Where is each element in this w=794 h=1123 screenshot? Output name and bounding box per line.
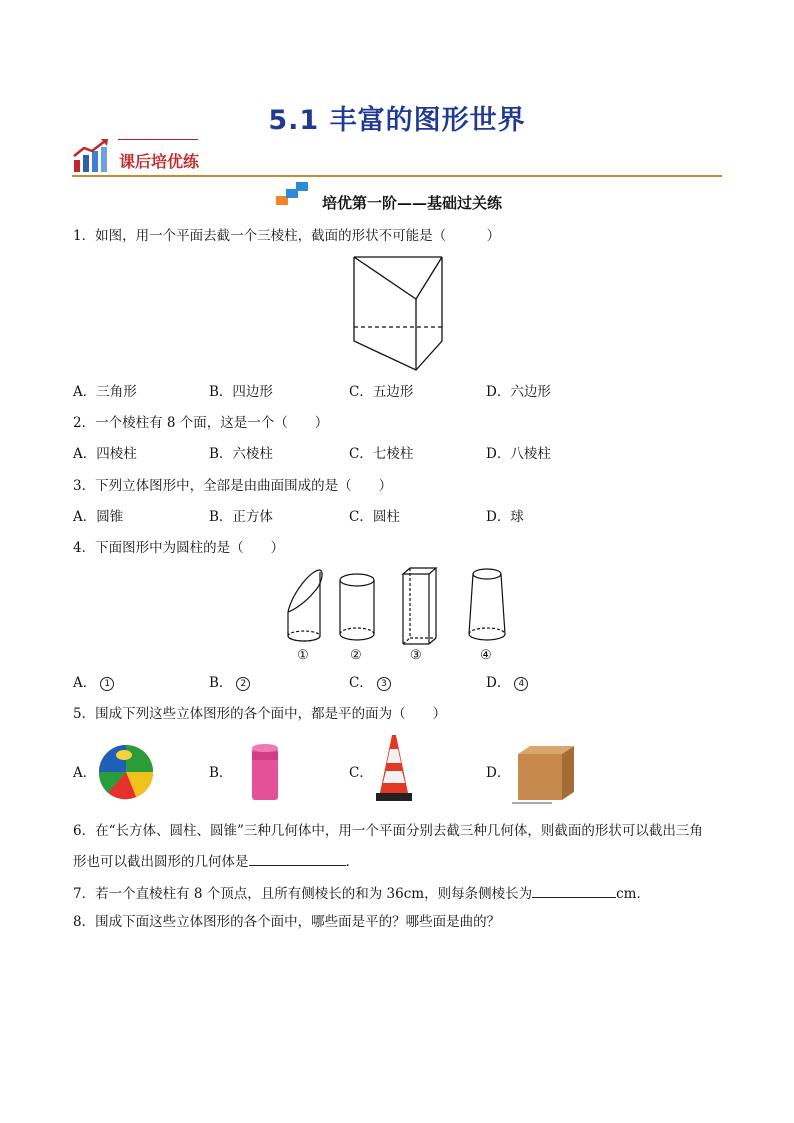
q4-option-b[interactable]: [209, 674, 250, 692]
q3-option-b[interactable]: B．正方体: [209, 509, 273, 525]
stage-heading: [0, 190, 794, 211]
q4-option-c[interactable]: [349, 674, 391, 692]
q1-option-a[interactable]: A．三角形: [73, 384, 137, 400]
q2-option-c[interactable]: C．七棱柱: [349, 446, 414, 462]
question-2: 2．一个棱柱有 8 个面，这是一个（ ）: [73, 415, 329, 431]
pink-cylinder-image: [246, 742, 284, 804]
cardboard-box-image: [508, 744, 576, 806]
question-7: [73, 883, 650, 903]
question-6-text: 形也可以截出圆形的几何体是: [73, 854, 249, 870]
question-4: 4．下面图形中为圆柱的是（ ）: [73, 540, 285, 556]
question-1: 1．如图，用一个平面去截一个三棱柱，截面的形状不可能是（ ）: [73, 228, 501, 244]
q4-option-b-letter: B．: [209, 675, 233, 691]
question-3: 3．下列立体图形中，全部是由曲面围成的是（ ）: [73, 478, 393, 494]
section-header: [72, 136, 722, 178]
q4-option-a-letter: A．: [73, 675, 97, 691]
q1-option-c[interactable]: C．五边形: [349, 384, 414, 400]
question-8: 8．围成下面这些立体图形的各个面中，哪些面是平的？哪些面是曲的？: [73, 914, 501, 930]
section-accent-line: [118, 139, 198, 140]
section-label: 课后培优练: [119, 152, 200, 171]
q4-option-d-letter: D．: [486, 675, 511, 691]
q6-answer-blank[interactable]: [249, 851, 346, 866]
question-6-line-2: [73, 851, 359, 871]
question-6-end: ．: [345, 854, 359, 870]
q4-option-c-letter: C．: [349, 675, 373, 691]
section-divider: [72, 175, 722, 177]
q4-label-3: ③: [410, 648, 422, 663]
q4-option-d-mark: 4: [514, 677, 528, 691]
stage-label: 培优第一阶——基础过关练: [321, 194, 502, 212]
q3-option-d[interactable]: D．球: [486, 509, 524, 525]
q4-option-a[interactable]: [73, 674, 114, 692]
q4-label-1: ①: [297, 648, 309, 663]
q4-option-d[interactable]: [486, 674, 528, 692]
q3-option-c[interactable]: C．圆柱: [349, 509, 400, 525]
q4-solids-figure: [280, 564, 520, 650]
question-5: 5．围成下列这些立体图形的各个面中，都是平的面为（ ）: [73, 706, 447, 722]
q5-option-b[interactable]: B．: [209, 765, 233, 781]
q1-option-b[interactable]: B．四边形: [209, 384, 273, 400]
q4-option-c-mark: 3: [377, 677, 391, 691]
q1-option-d[interactable]: D．六边形: [486, 384, 551, 400]
triangular-prism-figure: [352, 255, 444, 373]
q5-option-d[interactable]: D．: [486, 765, 511, 781]
q2-option-d[interactable]: D．八棱柱: [486, 446, 551, 462]
q2-option-a[interactable]: A．四棱柱: [73, 446, 137, 462]
q5-option-c[interactable]: C．: [349, 765, 373, 781]
q4-option-b-mark: 2: [236, 677, 250, 691]
growth-chart-icon: [72, 138, 110, 174]
question-7-unit: cm．: [616, 886, 650, 902]
question-6-line-1: 6．在“长方体、圆柱、圆锥”三种几何体中，用一个平面分别去截三种几何体，则截面的形状可以截出三角: [73, 823, 703, 839]
q5-option-a[interactable]: A．: [73, 765, 97, 781]
q4-option-a-mark: 1: [100, 677, 114, 691]
beach-ball-image: [96, 743, 156, 801]
q4-label-4: ④: [480, 648, 492, 663]
page-title: 5.1 丰富的图形世界: [268, 105, 526, 136]
q7-answer-blank[interactable]: [532, 883, 616, 898]
q2-option-b[interactable]: B．六棱柱: [209, 446, 273, 462]
question-7-text: 7．若一个直棱柱有 8 个顶点，且所有侧棱长的和为 36cm，则每条侧棱长为: [73, 886, 533, 902]
traffic-cone-image: [374, 733, 414, 805]
stairs-icon: [276, 182, 310, 206]
q4-label-2: ②: [350, 648, 362, 663]
q3-option-a[interactable]: A．圆锥: [73, 509, 124, 525]
